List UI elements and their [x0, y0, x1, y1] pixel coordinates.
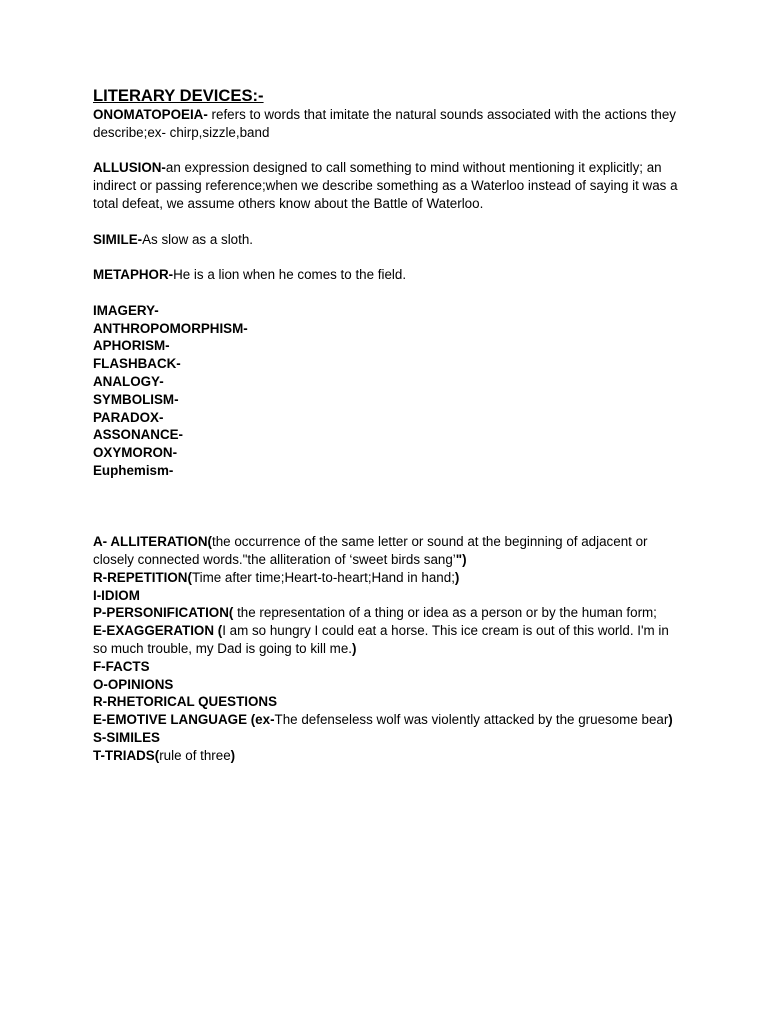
- afforest-emotive-language: E-EMOTIVE LANGUAGE (ex-The defenseless wolf was violently attacked by the gruesome bear): [93, 712, 673, 728]
- afforest-idiom: I-IDIOM: [93, 587, 140, 603]
- document-title: LITERARY DEVICES:-: [93, 86, 264, 105]
- afforest-similes: S-SIMILES: [93, 729, 160, 745]
- term-list: [93, 302, 683, 480]
- afforest-personification: P-PERSONIFICATION( the representation of a thing or idea as a person or by the human form;: [93, 605, 657, 621]
- term-definition: refers to words that imitate the natural sounds associated with the actions they describe;ex- chirp,sizzle,band: [93, 107, 677, 140]
- term-definition: He is a lion when he comes to the field.: [173, 267, 407, 283]
- term-label: ONOMATOPOEIA-: [93, 107, 208, 122]
- term-list-item: ANTHROPOMORPHISM-: [93, 320, 248, 336]
- term-list-item: IMAGERY-: [93, 302, 159, 318]
- afforest-rhetorical-questions: R-RHETORICAL QUESTIONS: [93, 694, 278, 710]
- term-list-item: ASSONANCE-: [93, 427, 184, 443]
- term-list-item: SYMBOLISM-: [93, 391, 179, 407]
- term-list-item: PARADOX-: [93, 409, 164, 425]
- document-page: [93, 86, 683, 764]
- term-label: ALLUSION-: [93, 160, 166, 176]
- afforest-repetition: R-REPETITION(Time after time;Heart-to-heart;Hand in hand;): [93, 569, 460, 585]
- definition-onomatopoeia: [93, 106, 683, 142]
- term-list-item: OXYMORON-: [93, 445, 178, 461]
- afforest-facts: F-FACTS: [93, 658, 150, 674]
- afforest-alliteration: A- ALLITERATION(the occurrence of the same letter or sound at the beginning of adjacent or closely connected words."the alliteration of ‘sweet birds sang’"): [93, 534, 648, 567]
- term-list-item: ANALOGY-: [93, 373, 164, 389]
- afforest-opinions: O-OPINIONS: [93, 676, 174, 692]
- definition-metaphor: [93, 266, 683, 284]
- term-definition: As slow as a sloth.: [142, 231, 254, 247]
- definition-allusion: [93, 159, 683, 212]
- afforest-exaggeration: E-EXAGGERATION (I am so hungry I could eat a horse. This ice cream is out of this world. I'm in so much trouble, my Dad is going to kill me.): [93, 623, 669, 656]
- term-label: SIMILE-: [93, 231, 143, 247]
- afforest-triads: T-TRIADS(rule of three): [93, 747, 236, 763]
- term-label: METAPHOR-: [93, 267, 174, 283]
- term-list-item: FLASHBACK-: [93, 356, 181, 372]
- afforest-list: [93, 533, 683, 764]
- term-list-item: APHORISM-: [93, 338, 170, 354]
- definition-simile: [93, 231, 683, 249]
- term-list-item: Euphemism-: [93, 462, 174, 478]
- term-definition: an expression designed to call something to mind without mentioning it explicitly; an indirect or passing reference;when we describe something as a Waterloo instead of saying it was a total defeat, we assume others know about the Battle of Waterloo.: [93, 160, 678, 211]
